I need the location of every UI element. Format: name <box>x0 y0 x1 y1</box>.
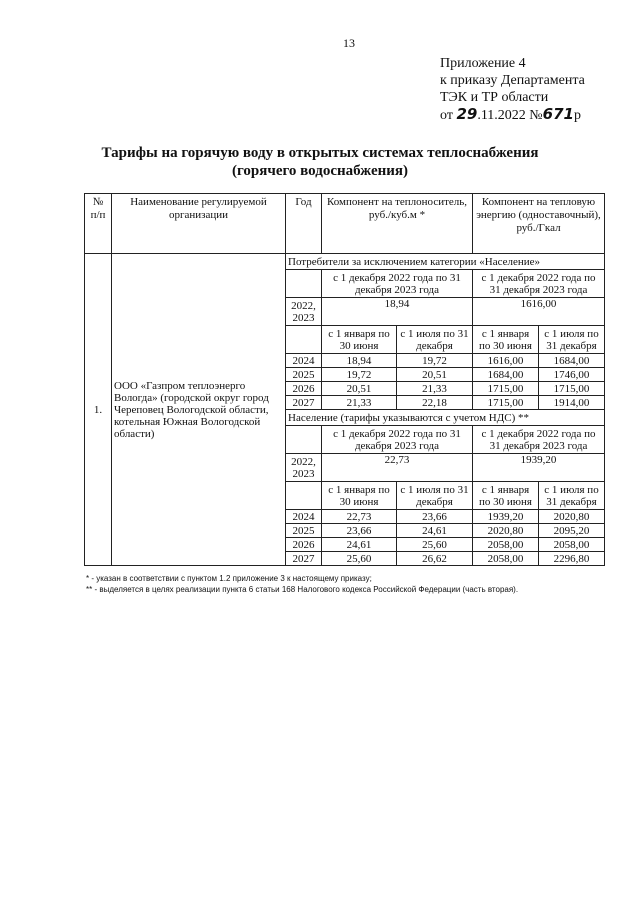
value-cell: 25,60 <box>397 538 473 552</box>
period-year: 2022, 2023 <box>286 298 322 326</box>
value-cell: 18,94 <box>322 354 397 368</box>
footnote-1: * - указан в соответствии с пунктом 1.2 приложение 3 к настоящему приказу; <box>86 574 372 583</box>
year-cell: 2026 <box>286 382 322 396</box>
order-suffix: р <box>573 108 581 123</box>
empty-year-cell <box>286 326 322 354</box>
value-cell: 22,18 <box>397 396 473 410</box>
period-energy-value: 1939,20 <box>473 454 605 482</box>
appendix-line-3: ТЭК и ТР области <box>440 90 549 105</box>
period-label: с 1 декабря 2022 года по 31 декабря 2023 года <box>322 426 473 454</box>
half-year-header: с 1 июля по 31 декабря <box>539 482 605 510</box>
value-cell: 2058,00 <box>473 538 539 552</box>
value-cell: 20,51 <box>322 382 397 396</box>
half-year-header: с 1 января по 30 июня <box>322 326 397 354</box>
value-cell: 19,72 <box>397 354 473 368</box>
period-label: с 1 декабря 2022 года по 31 декабря 2023 года <box>473 270 605 298</box>
category-label: Потребители за исключением категории «Население» <box>286 254 605 270</box>
footnote-2: ** - выделяется в целях реализации пункта 6 статьи 168 Налогового кодекса Российской Федерации (часть вторая). <box>86 585 519 594</box>
value-cell: 1616,00 <box>473 354 539 368</box>
title-line-1: Тарифы на горячую воду в открытых системах теплоснабжения <box>101 145 539 161</box>
header-organization: Наименование регулируемой организации <box>112 194 286 254</box>
footnotes <box>86 573 518 595</box>
value-cell: 1684,00 <box>473 368 539 382</box>
period-carrier-value: 22,73 <box>322 454 473 482</box>
value-cell: 22,73 <box>322 510 397 524</box>
value-cell: 1746,00 <box>539 368 605 382</box>
value-cell: 26,62 <box>397 552 473 566</box>
empty-year-cell <box>286 482 322 510</box>
period-label: с 1 декабря 2022 года по 31 декабря 2023 года <box>322 270 473 298</box>
year-cell: 2027 <box>286 396 322 410</box>
period-carrier-value: 18,94 <box>322 298 473 326</box>
period-label: с 1 декабря 2022 года по 31 декабря 2023 года <box>473 426 605 454</box>
value-cell: 2296,80 <box>539 552 605 566</box>
value-cell: 1914,00 <box>539 396 605 410</box>
value-cell: 20,51 <box>397 368 473 382</box>
value-cell: 1715,00 <box>473 382 539 396</box>
value-cell: 21,33 <box>322 396 397 410</box>
year-cell: 2025 <box>286 524 322 538</box>
year-cell: 2024 <box>286 354 322 368</box>
header-number: № п/п <box>85 194 112 254</box>
date-rest: .11.2022 № <box>477 108 543 123</box>
value-cell: 24,61 <box>322 538 397 552</box>
half-year-header: с 1 июля по 31 декабря <box>397 482 473 510</box>
appendix-date-line <box>440 106 585 124</box>
value-cell: 2020,80 <box>473 524 539 538</box>
value-cell: 23,66 <box>322 524 397 538</box>
header-energy: Компонент на тепловую энергию (одноставочный), руб./Гкал <box>473 194 605 254</box>
value-cell: 19,72 <box>322 368 397 382</box>
organization-name: ООО «Газпром теплоэнерго Вологда» (городской округ город Череповец Вологодской области, котельная Южная Вологодской области) <box>112 254 286 566</box>
value-cell: 2058,00 <box>539 538 605 552</box>
value-cell: 1715,00 <box>473 396 539 410</box>
page-number: 13 <box>343 36 355 50</box>
appendix-line-1: Приложение 4 <box>440 56 526 71</box>
half-year-header: с 1 января по 30 июня <box>473 326 539 354</box>
date-prefix: от <box>440 108 453 123</box>
value-cell: 2095,20 <box>539 524 605 538</box>
title-line-2: (горячего водоснабжения) <box>231 163 408 179</box>
half-year-header: с 1 июля по 31 декабря <box>539 326 605 354</box>
value-cell: 2058,00 <box>473 552 539 566</box>
row-number: 1. <box>85 254 112 566</box>
value-cell: 1684,00 <box>539 354 605 368</box>
appendix-block <box>440 55 585 124</box>
appendix-line-2: к приказу Департамента <box>440 73 585 88</box>
year-cell: 2024 <box>286 510 322 524</box>
value-cell: 25,60 <box>322 552 397 566</box>
value-cell: 23,66 <box>397 510 473 524</box>
year-cell: 2026 <box>286 538 322 552</box>
category-label: Население (тарифы указываются с учетом НДС) ** <box>286 410 605 426</box>
header-carrier: Компонент на теплоноситель, руб./куб.м * <box>322 194 473 254</box>
half-year-header: с 1 января по 30 июня <box>322 482 397 510</box>
value-cell: 24,61 <box>397 524 473 538</box>
handwritten-day: 29 <box>456 105 478 123</box>
document-title <box>0 144 640 180</box>
value-cell: 1715,00 <box>539 382 605 396</box>
period-year: 2022, 2023 <box>286 454 322 482</box>
value-cell: 2020,80 <box>539 510 605 524</box>
value-cell: 21,33 <box>397 382 473 396</box>
handwritten-order-number: 671 <box>542 105 574 123</box>
header-year: Год <box>286 194 322 254</box>
year-cell: 2027 <box>286 552 322 566</box>
year-cell: 2025 <box>286 368 322 382</box>
empty-year-cell <box>286 426 322 454</box>
half-year-header: с 1 января по 30 июня <box>473 482 539 510</box>
period-energy-value: 1616,00 <box>473 298 605 326</box>
half-year-header: с 1 июля по 31 декабря <box>397 326 473 354</box>
tariff-table <box>84 193 605 566</box>
value-cell: 1939,20 <box>473 510 539 524</box>
empty-year-cell <box>286 270 322 298</box>
